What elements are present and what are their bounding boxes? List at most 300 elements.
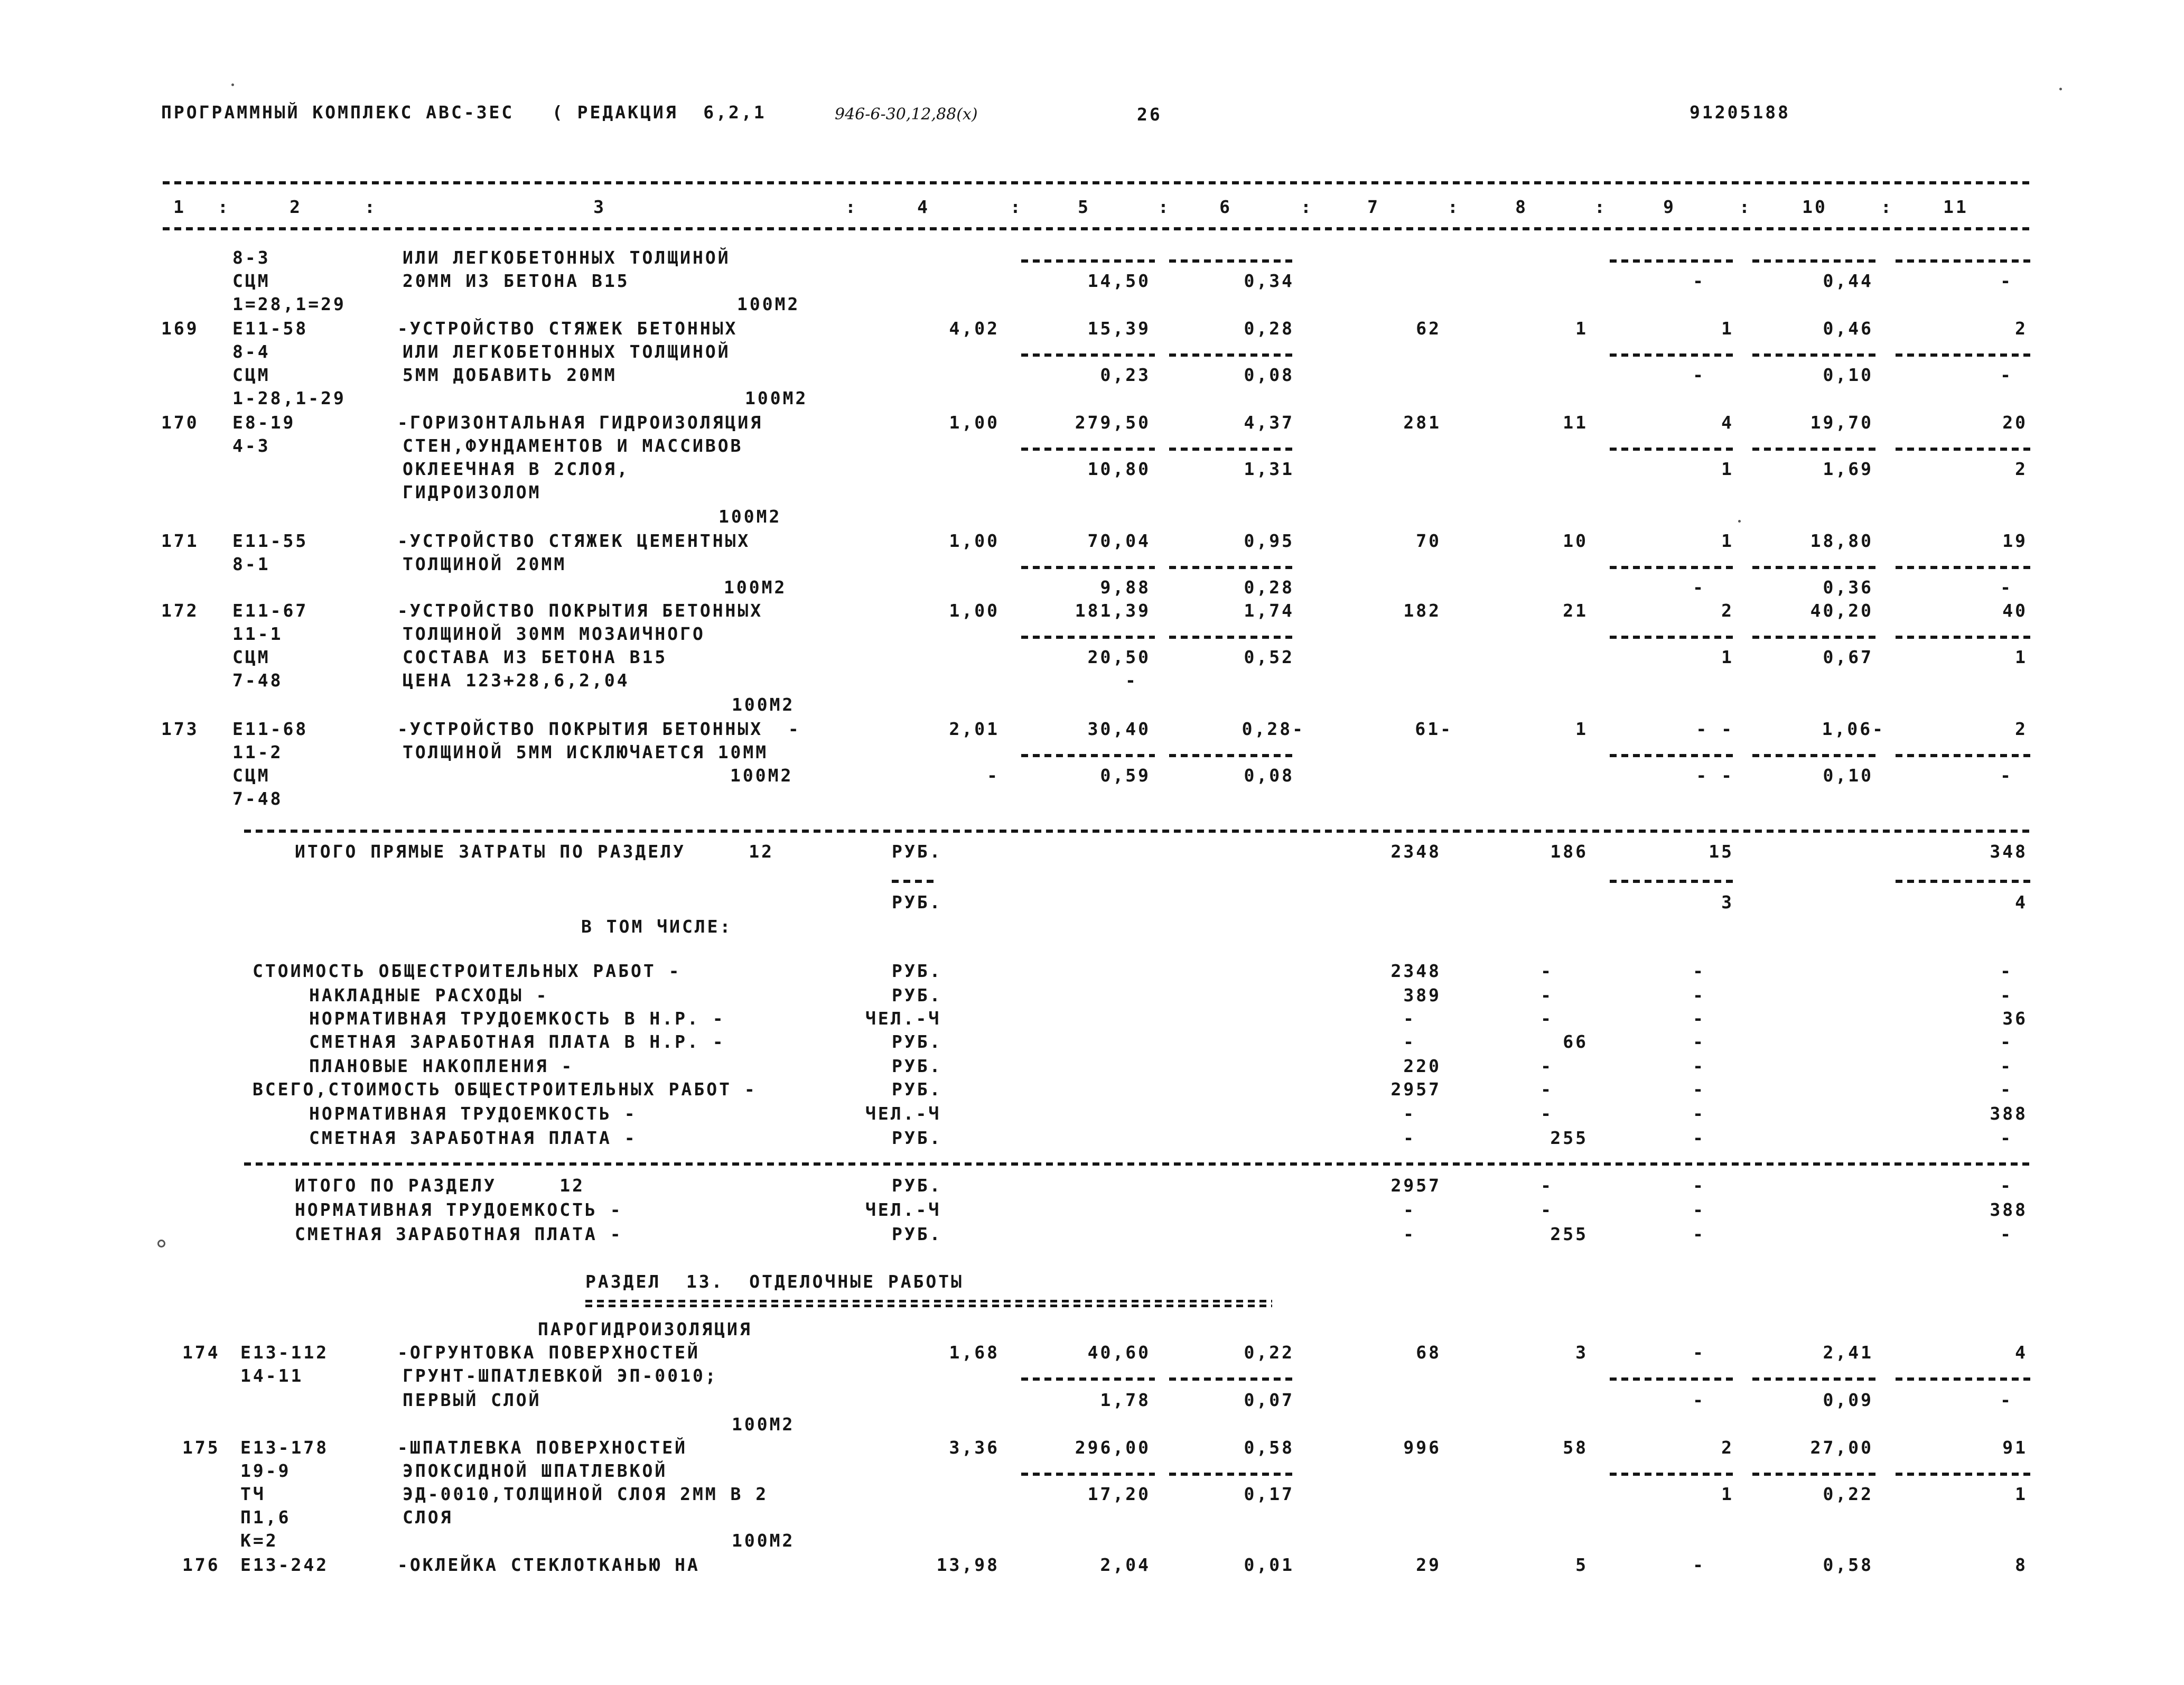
s6-unit: РУБ.	[892, 1079, 942, 1100]
r176-c10: 0,58	[1823, 1554, 1873, 1575]
r169-c9b: -	[1693, 365, 1705, 385]
s3-c9: -	[1693, 1008, 1705, 1029]
s6-c9: -	[1693, 1079, 1705, 1100]
c11-subrule	[1896, 1377, 2030, 1381]
r169-unit: 100М2	[745, 388, 808, 408]
r174-desc-c: ПЕРВЫЙ СЛОЙ	[403, 1390, 542, 1410]
c9-subrule	[1610, 1473, 1737, 1476]
r173-unit: 100М2	[730, 765, 794, 786]
s4-unit: РУБ.	[892, 1031, 942, 1052]
col-sep: :	[1881, 197, 1893, 217]
r169-c8: 1	[1575, 318, 1588, 339]
r170-desc-c: ОКЛЕЕЧНАЯ В 2СЛОЯ,	[403, 459, 630, 479]
r171-c6: 0,95	[1244, 530, 1294, 551]
r168-code-a: 8-3	[232, 247, 270, 268]
document-number: 91205188	[1690, 102, 1790, 123]
r171-c11b: -	[2000, 577, 2013, 598]
s8-c9: -	[1693, 1128, 1705, 1148]
c9-subrule	[1610, 259, 1737, 263]
r173-desc-a: -УСТРОЙСТВО ПОКРЫТИЯ БЕТОННЫХ -	[397, 719, 801, 739]
s8-label: СМЕТНАЯ ЗАРАБОТНАЯ ПЛАТА -	[309, 1128, 637, 1148]
t2-c11: 388	[1990, 1199, 2028, 1220]
r174-c6b: 0,07	[1244, 1390, 1294, 1410]
c5-subrule	[1021, 448, 1155, 451]
tot-unit-a: РУБ.	[892, 841, 942, 862]
r171-c11: 19	[2002, 530, 2028, 551]
t2-label: НОРМАТИВНАЯ ТРУДОЕМКОСТЬ -	[295, 1199, 623, 1220]
c6-subrule	[1169, 636, 1296, 639]
r169-code-c: СЦМ	[232, 365, 270, 385]
r170-c9b: 1	[1721, 459, 1734, 479]
c10-subrule	[1752, 448, 1879, 451]
c5-subrule	[1021, 1377, 1155, 1381]
handwritten-note: 946-6-30,12,88(х)	[835, 105, 978, 124]
col-sep: :	[1158, 197, 1171, 217]
r169-c7: 62	[1416, 318, 1441, 339]
r175-c11b: 1	[2015, 1484, 2028, 1504]
r176-c9: -	[1693, 1554, 1705, 1575]
r170-code-a: Е8-19	[232, 412, 296, 433]
s7-c9: -	[1693, 1103, 1705, 1124]
r171-c10b: 0,36	[1823, 577, 1873, 598]
r169-num: 169	[161, 318, 199, 339]
r175-c5b: 17,20	[1087, 1484, 1151, 1504]
s8-c7: -	[1403, 1128, 1416, 1148]
col-sep: :	[365, 197, 377, 217]
r172-c6: 1,74	[1244, 600, 1294, 621]
r171-desc-a: -УСТРОЙСТВО СТЯЖЕК ЦЕМЕНТНЫХ	[397, 530, 751, 551]
r175-c9: 2	[1721, 1437, 1734, 1458]
c5-subrule	[1021, 754, 1155, 757]
r174-c6: 0,22	[1244, 1342, 1294, 1363]
r175-c9b: 1	[1721, 1484, 1734, 1504]
tot-c11: 348	[1990, 841, 2028, 862]
c6-subrule	[1169, 1473, 1296, 1476]
r175-desc-c: ЭД-0010,ТОЛЩИНОЙ СЛОЯ 2ММ В 2	[403, 1484, 769, 1504]
r176-code-a: Е13-242	[240, 1554, 329, 1575]
r168-desc-a: ИЛИ ЛЕГКОБЕТОННЫХ ТОЛЩИНОЙ	[403, 247, 731, 268]
r175-c5: 296,00	[1075, 1437, 1151, 1458]
r176-c11: 8	[2015, 1554, 2028, 1575]
col-header-2: 2	[290, 197, 302, 217]
r170-c9: 4	[1721, 412, 1734, 433]
t3-c9: -	[1693, 1224, 1705, 1244]
col-sep: :	[1448, 197, 1460, 217]
r172-c10: 40,20	[1810, 600, 1873, 621]
r174-unit: 100М2	[732, 1414, 795, 1435]
r170-c5: 279,50	[1075, 412, 1151, 433]
r173-c7: 61-	[1415, 719, 1453, 739]
r176-c7: 29	[1416, 1554, 1441, 1575]
r173-code-a: Е11-68	[232, 719, 309, 739]
c9-subrule	[1610, 754, 1737, 757]
r170-num: 170	[161, 412, 199, 433]
r174-code-b: 14-11	[240, 1365, 304, 1386]
c5-subrule	[1021, 353, 1155, 357]
r174-c10b: 0,09	[1823, 1390, 1873, 1410]
c10-subrule	[1752, 353, 1879, 357]
r170-c11b: 2	[2015, 459, 2028, 479]
c10-subrule	[1752, 1473, 1879, 1476]
r175-desc-a: -ШПАТЛЕВКА ПОВЕРХНОСТЕЙ	[397, 1437, 687, 1458]
s4-label: СМЕТНАЯ ЗАРАБОТНАЯ ПЛАТА В Н.Р. -	[309, 1031, 725, 1052]
c6-subrule	[1169, 1377, 1296, 1381]
c11-subrule	[1896, 353, 2030, 357]
tot-c11b: 4	[2015, 892, 2028, 913]
r170-c11: 20	[2002, 412, 2028, 433]
r173-c8: 1	[1575, 719, 1588, 739]
r174-c8: 3	[1575, 1342, 1588, 1363]
c5-subrule	[1021, 1473, 1155, 1476]
c6-subrule	[1169, 259, 1296, 263]
r174-desc-a: -ОГРУНТОВКА ПОВЕРХНОСТЕЙ	[397, 1342, 700, 1363]
r169-c10: 0,46	[1823, 318, 1873, 339]
scan-speck	[231, 83, 234, 86]
r172-desc-c: СОСТАВА ИЗ БЕТОНА В15	[403, 647, 668, 667]
r174-desc-b: ГРУНТ-ШПАТЛЕВКОЙ ЭП-0010;	[403, 1365, 718, 1386]
col-sep: :	[1739, 197, 1752, 217]
c9-subrule	[1610, 353, 1737, 357]
r172-c7: 182	[1403, 600, 1441, 621]
r172-desc-d: ЦЕНА 123+28,6,2,04	[403, 670, 630, 691]
c6-subrule	[1169, 566, 1296, 569]
r171-c5: 70,04	[1087, 530, 1151, 551]
t1-c8: -	[1541, 1175, 1553, 1196]
tot-c7: 2348	[1390, 841, 1441, 862]
c5-subrule	[1021, 566, 1155, 569]
r175-c7: 996	[1403, 1437, 1441, 1458]
col-sep: :	[1301, 197, 1313, 217]
t2-c8: -	[1541, 1199, 1553, 1220]
col-header-11: 11	[1943, 197, 1968, 217]
tot-unit-b: РУБ.	[892, 892, 942, 913]
r169-c9: 1	[1721, 318, 1734, 339]
r176-num: 176	[182, 1554, 220, 1575]
r175-c11: 91	[2002, 1437, 2028, 1458]
r172-c11b: 1	[2015, 647, 2028, 667]
t3-unit: РУБ.	[892, 1224, 942, 1244]
s3-label: НОРМАТИВНАЯ ТРУДОЕМКОСТЬ В Н.Р. -	[309, 1008, 725, 1029]
c6-subrule	[1169, 754, 1296, 757]
scan-speck	[157, 1240, 165, 1248]
c6-subrule	[1169, 353, 1296, 357]
s4-c11: -	[2000, 1031, 2013, 1052]
t1-c9: -	[1693, 1175, 1705, 1196]
r170-c10b: 1,69	[1823, 459, 1873, 479]
r174-c7: 68	[1416, 1342, 1441, 1363]
r176-c8: 5	[1575, 1554, 1588, 1575]
r169-desc-c: 5ММ ДОБАВИТЬ 20ММ	[403, 365, 617, 385]
s7-c11: 388	[1990, 1103, 2028, 1124]
s8-c11: -	[2000, 1128, 2013, 1148]
r168-unit: 100М2	[737, 294, 800, 314]
tot-c8: 186	[1550, 841, 1588, 862]
r174-c9: -	[1693, 1342, 1705, 1363]
r172-unit: 100М2	[732, 694, 795, 715]
r169-c5b: 0,23	[1100, 365, 1151, 385]
s3-c11: 36	[2002, 1008, 2028, 1029]
c11-subrule	[1896, 754, 2030, 757]
r170-desc-a: -ГОРИЗОНТАЛЬНАЯ ГИДРОИЗОЛЯЦИЯ	[397, 412, 763, 433]
s5-c11: -	[2000, 1056, 2013, 1076]
c10-subrule	[1752, 1377, 1879, 1381]
r174-num: 174	[182, 1342, 220, 1363]
r175-code-e: К=2	[240, 1530, 278, 1551]
s3-unit: ЧЕЛ.-Ч	[865, 1008, 941, 1029]
r169-c6b: 0,08	[1244, 365, 1294, 385]
col-sep: :	[845, 197, 858, 217]
r175-code-a: Е13-178	[240, 1437, 329, 1458]
r173-c4b: -	[987, 765, 1000, 786]
r173-c9b: - -	[1696, 765, 1734, 786]
c5-subrule	[1021, 636, 1155, 639]
c11-subrule	[1896, 259, 2030, 263]
r173-c5b: 0,59	[1100, 765, 1151, 786]
s7-unit: ЧЕЛ.-Ч	[865, 1103, 941, 1124]
r175-c6: 0,58	[1244, 1437, 1294, 1458]
s2-c8: -	[1541, 985, 1553, 1006]
totals-top-rule	[244, 830, 2030, 833]
r171-c9b: -	[1693, 577, 1705, 598]
c11-subrule	[1896, 566, 2030, 569]
r171-unit: 100М2	[724, 577, 787, 598]
r172-c5b: 20,50	[1087, 647, 1151, 667]
r175-c4: 3,36	[949, 1437, 1000, 1458]
r169-c4: 4,02	[949, 318, 1000, 339]
r168-code-c: 1=28,1=29	[232, 294, 346, 314]
c6-subrule	[1169, 448, 1296, 451]
r172-code-a: Е11-67	[232, 600, 309, 621]
col-header-9: 9	[1663, 197, 1676, 217]
r172-c10b: 0,67	[1823, 647, 1873, 667]
r172-c4: 1,00	[949, 600, 1000, 621]
t3-label: СМЕТНАЯ ЗАРАБОТНАЯ ПЛАТА -	[295, 1224, 623, 1244]
c9-subrule	[1610, 1377, 1737, 1381]
r173-c6b: 0,08	[1244, 765, 1294, 786]
t3-c8: 255	[1550, 1224, 1588, 1244]
c11-subrule	[1896, 636, 2030, 639]
rub-subrule	[892, 880, 938, 883]
s2-label: НАКЛАДНЫЕ РАСХОДЫ -	[309, 985, 549, 1006]
s7-c8: -	[1541, 1103, 1553, 1124]
r172-desc-a: -УСТРОЙСТВО ПОКРЫТИЯ БЕТОННЫХ	[397, 600, 763, 621]
r175-num: 175	[182, 1437, 220, 1458]
s6-c7: 2957	[1390, 1079, 1441, 1100]
s8-c8: 255	[1550, 1128, 1588, 1148]
page-number: 26	[1137, 104, 1162, 125]
c9-subrule	[1610, 448, 1737, 451]
r175-desc-b: ЭПОКСИДНОЙ ШПАТЛЕВКОЙ	[403, 1460, 668, 1481]
header-bottom-rule	[163, 227, 2030, 230]
s5-unit: РУБ.	[892, 1056, 942, 1076]
r172-c9b: 1	[1721, 647, 1734, 667]
r171-c7: 70	[1416, 530, 1441, 551]
s6-label: ВСЕГО,СТОИМОСТЬ ОБЩЕСТРОИТЕЛЬНЫХ РАБОТ -	[253, 1079, 757, 1100]
c11-subrule	[1896, 880, 2030, 883]
r170-unit: 100М2	[718, 506, 782, 527]
r176-c6: 0,01	[1244, 1554, 1294, 1575]
c10-subrule	[1752, 566, 1879, 569]
r170-c10: 19,70	[1810, 412, 1873, 433]
r174-c9b: -	[1693, 1390, 1705, 1410]
col-header-6: 6	[1219, 197, 1232, 217]
sec13-sub: ПАРОГИДРОИЗОЛЯЦИЯ	[538, 1319, 752, 1339]
c9-subrule	[1610, 880, 1737, 883]
s3-c8: -	[1541, 1008, 1553, 1029]
r170-c4: 1,00	[949, 412, 1000, 433]
r168-c9b: -	[1693, 271, 1705, 291]
r173-c11b: -	[2000, 765, 2013, 786]
c11-subrule	[1896, 1473, 2030, 1476]
r175-desc-d: СЛОЯ	[403, 1507, 453, 1528]
r176-c4: 13,98	[936, 1554, 1000, 1575]
scan-speck	[1738, 520, 1741, 523]
r171-num: 171	[161, 530, 199, 551]
t1-c7: 2957	[1390, 1175, 1441, 1196]
r168-c11b: -	[2000, 271, 2013, 291]
col-header-10: 10	[1802, 197, 1827, 217]
r175-unit: 100М2	[732, 1530, 795, 1551]
r174-c11: 4	[2015, 1342, 2028, 1363]
s5-label: ПЛАНОВЫЕ НАКОПЛЕНИЯ -	[309, 1056, 574, 1076]
col-header-7: 7	[1367, 197, 1380, 217]
r169-c5: 15,39	[1087, 318, 1151, 339]
s3-c7: -	[1403, 1008, 1416, 1029]
r170-c6b: 1,31	[1244, 459, 1294, 479]
r171-c4: 1,00	[949, 530, 1000, 551]
r176-desc-a: -ОКЛЕЙКА СТЕКЛОТКАНЬЮ НА	[397, 1554, 700, 1575]
t3-c7: -	[1403, 1224, 1416, 1244]
col-header-1: 1	[173, 197, 186, 217]
r173-code-b: 11-2	[232, 742, 283, 762]
program-header: ПРОГРАММНЫЙ КОМПЛЕКС АВС-3ЕС ( РЕДАКЦИЯ 6,2,1	[161, 102, 767, 123]
t3-c11: -	[2000, 1224, 2013, 1244]
r175-c6b: 0,17	[1244, 1484, 1294, 1504]
s1-c8: -	[1541, 961, 1553, 981]
t2-unit: ЧЕЛ.-Ч	[865, 1199, 941, 1220]
s2-c7: 389	[1403, 985, 1441, 1006]
s4-c9: -	[1693, 1031, 1705, 1052]
r170-c7: 281	[1403, 412, 1441, 433]
r173-code-d: 7-48	[232, 788, 283, 809]
t2-c9: -	[1693, 1199, 1705, 1220]
r175-c10b: 0,22	[1823, 1484, 1873, 1504]
tot-c9b: 3	[1721, 892, 1734, 913]
s1-c11: -	[2000, 961, 2013, 981]
s7-label: НОРМАТИВНАЯ ТРУДОЕМКОСТЬ -	[309, 1103, 637, 1124]
r171-c8: 10	[1563, 530, 1588, 551]
r174-code-a: Е13-112	[240, 1342, 329, 1363]
r175-code-b: 19-9	[240, 1460, 291, 1481]
r169-c10b: 0,10	[1823, 365, 1873, 385]
r171-c10: 18,80	[1810, 530, 1873, 551]
s4-c8: 66	[1563, 1031, 1588, 1052]
r175-c10: 27,00	[1810, 1437, 1873, 1458]
r168-code-b: СЦМ	[232, 271, 270, 291]
incl-label: В ТОМ ЧИСЛЕ:	[581, 916, 733, 937]
r169-c11: 2	[2015, 318, 2028, 339]
r173-c5: 30,40	[1087, 719, 1151, 739]
r172-c5: 181,39	[1075, 600, 1151, 621]
r174-c5b: 1,78	[1100, 1390, 1151, 1410]
r169-code-d: 1-28,1-29	[232, 388, 346, 408]
r171-c6b: 0,28	[1244, 577, 1294, 598]
r173-c4: 2,01	[949, 719, 1000, 739]
r168-desc-b: 20ММ ИЗ БЕТОНА В15	[403, 271, 630, 291]
r169-code-a: Е11-58	[232, 318, 309, 339]
r172-code-b: 11-1	[232, 623, 283, 644]
r173-num: 173	[161, 719, 199, 739]
r172-c11: 40	[2002, 600, 2028, 621]
c9-subrule	[1610, 636, 1737, 639]
sec13-title: РАЗДЕЛ 13. ОТДЕЛОЧНЫЕ РАБОТЫ	[585, 1271, 964, 1292]
r172-c8: 21	[1563, 600, 1588, 621]
header-top-rule	[163, 181, 2030, 184]
s5-c9: -	[1693, 1056, 1705, 1076]
t1-unit: РУБ.	[892, 1175, 942, 1196]
r175-code-d: П1,6	[240, 1507, 291, 1528]
r168-c10b: 0,44	[1823, 271, 1873, 291]
r174-c10: 2,41	[1823, 1342, 1873, 1363]
s1-c9: -	[1693, 961, 1705, 981]
r172-code-d: 7-48	[232, 670, 283, 691]
col-sep: :	[218, 197, 230, 217]
c9-subrule	[1610, 566, 1737, 569]
r173-c6: 0,28-	[1242, 719, 1305, 739]
r172-num: 172	[161, 600, 199, 621]
c10-subrule	[1752, 259, 1879, 263]
r169-c6: 0,28	[1244, 318, 1294, 339]
c5-subrule	[1021, 259, 1155, 263]
scan-speck	[2059, 88, 2062, 90]
r170-code-b: 4-3	[232, 435, 270, 456]
r171-c9: 1	[1721, 530, 1734, 551]
r172-c6b: 0,52	[1244, 647, 1294, 667]
r171-c5b: 9,88	[1100, 577, 1151, 598]
col-header-5: 5	[1078, 197, 1090, 217]
r173-desc-b: ТОЛЩИНОЙ 5ММ ИСКЛЮЧАЕТСЯ 10ММ	[403, 742, 769, 762]
t1-label: ИТОГО ПО РАЗДЕЛУ 12	[295, 1175, 585, 1196]
r173-code-c: СЦМ	[232, 765, 270, 786]
s2-c9: -	[1693, 985, 1705, 1006]
s1-unit: РУБ.	[892, 961, 942, 981]
r169-desc-b: ИЛИ ЛЕГКОБЕТОННЫХ ТОЛЩИНОЙ	[403, 341, 731, 362]
section-total-rule	[244, 1162, 2030, 1166]
r170-c8: 11	[1563, 412, 1588, 433]
s2-c11: -	[2000, 985, 2013, 1006]
r171-code-b: 8-1	[232, 554, 270, 574]
s7-c7: -	[1403, 1103, 1416, 1124]
s1-label: СТОИМОСТЬ ОБЩЕСТРОИТЕЛЬНЫХ РАБОТ -	[253, 961, 682, 981]
c10-subrule	[1752, 636, 1879, 639]
s2-unit: РУБ.	[892, 985, 942, 1006]
r170-c5b: 10,80	[1087, 459, 1151, 479]
s5-c7: 220	[1403, 1056, 1441, 1076]
r173-c10b: 0,10	[1823, 765, 1873, 786]
r175-c8: 58	[1563, 1437, 1588, 1458]
s4-c7: -	[1403, 1031, 1416, 1052]
r174-c5: 40,60	[1087, 1342, 1151, 1363]
r172-dash: -	[1125, 670, 1138, 691]
r168-c5b: 14,50	[1087, 271, 1151, 291]
col-header-4: 4	[917, 197, 930, 217]
s5-c8: -	[1541, 1056, 1553, 1076]
t1-c11: -	[2000, 1175, 2013, 1196]
r173-c9: - -	[1696, 719, 1734, 739]
r170-desc-d: ГИДРОИЗОЛОМ	[403, 482, 542, 502]
r172-c9: 2	[1721, 600, 1734, 621]
r169-desc-a: -УСТРОЙСТВО СТЯЖЕК БЕТОННЫХ	[397, 318, 738, 339]
